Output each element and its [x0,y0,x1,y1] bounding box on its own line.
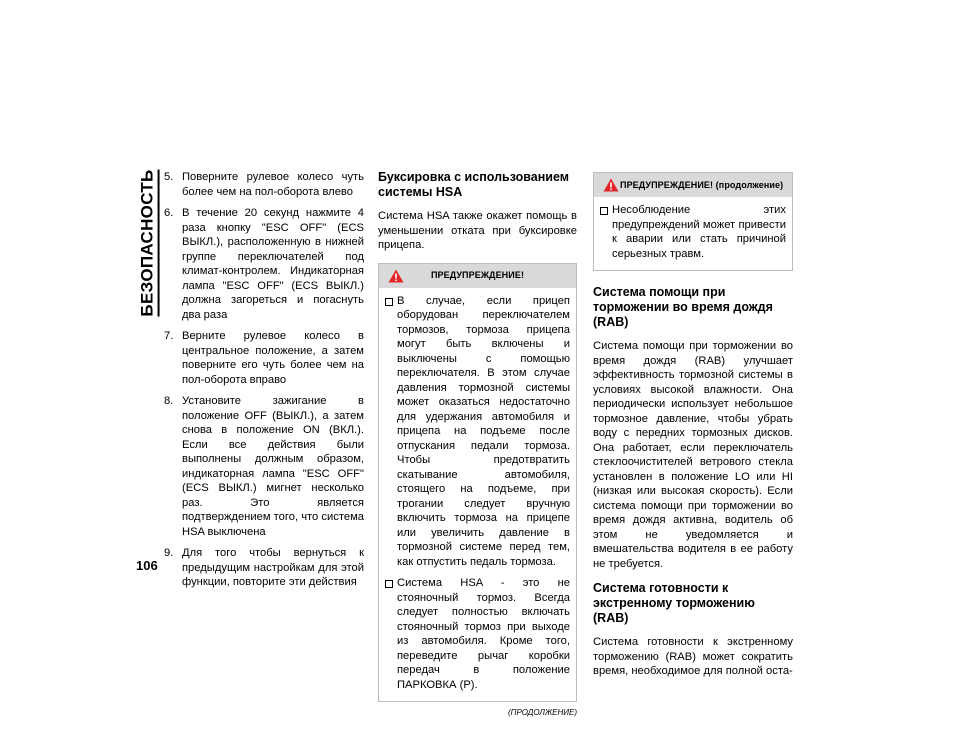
towing-heading: Буксировка с использованием системы HSA [378,170,569,199]
warning-box [378,263,577,703]
step-text: Для того чтобы вернуться к предыдущим настройкам для этой функции, повторите эти действия [182,547,364,588]
warning-box-continued [593,172,793,271]
warning-text: Несоблюдение этих предупреждений может привести к аварии или стать причиной серьезных травм. [612,204,786,260]
continued-label: (ПРОДОЛЖЕНИЕ) [508,708,577,717]
warning-text: Система HSA - это не стояночный тормоз. Всегда следует полностью включать стояночный тормоз при выходе из автомобиля. Кроме того, переведите рычаг коробки передач в положение ПАРКОВКА (P). [397,577,570,691]
list-item [162,206,364,322]
warning-body [379,288,576,702]
column-1 [162,170,364,597]
step-text: Верните рулевое колесо в центральное положение, а затем поверните его чуть более чем на пол-оборота вправо [182,330,364,386]
step-number: 7. [164,330,174,342]
reb-heading: Система готовности к экстренному торможению (RAB) [593,581,755,625]
column-2 [378,170,577,721]
warning-header [594,173,792,197]
checkbox-bullet-icon [600,207,608,215]
list-item [162,394,364,539]
rab-text: Система помощи при торможении во время дождя (RAB) улучшает эффективность тормозной системы в условиях высокой влажности. Она периодически использует небольшое тормозное давление, чтобы убрать воду с передних тормозных дисков. Она работает, если переключатель стеклоочистителей ветрового стекла установлен в положение LO или HI (низкая или высокая скорость). Если система помощи при торможении во время дождя активна, водитель об этом не уведомляется и вмешательства водителя в ее работу не требуется. [593,340,793,570]
warning-title: ПРЕДУПРЕЖДЕНИЕ! [430,270,525,281]
list-item [600,203,786,261]
page-number: 106 [136,558,158,573]
step-number: 8. [164,395,174,407]
checkbox-bullet-icon [385,580,393,588]
list-item [162,546,364,590]
warning-header [379,264,576,288]
checkbox-bullet-icon [385,298,393,306]
warning-body [594,197,792,270]
step-number: 6. [164,207,174,219]
step-number: 5. [164,171,174,183]
warning-triangle-icon [603,178,619,192]
step-text: Установите зажигание в положение OFF (ВЫКЛ.), а затем снова в положение ON (ВКЛ.). Если все действия были выполнены должным образом, индикаторная лампа "ESC OFF" (ECS ВЫКЛ.) мигнет несколько раз. Это является подтверждением того, что система HSA выключена [182,395,364,538]
list-item [162,170,364,199]
reb-text: Система готовности к экстренному торможению (RAB) может сократить время, необходимое для полной оста- [593,636,793,677]
step-text: В течение 20 секунд нажмите 4 раза кнопку "ESC OFF" (ECS ВЫКЛ.), расположенную в нижней группе переключателей под климат-контролем. Индикаторная лампа "ESC OFF" (ECS ВЫКЛ.) должна загореться и погаснуть два раза [182,207,364,321]
step-number: 9. [164,547,174,559]
steps-list [162,170,364,590]
warning-text: В случае, если прицеп оборудован переключателем тормозов, тормоза прицепа могут быть включены и выключены с помощью переключателя. В этом случае давления тормозной системы может оказаться недостаточно для удержания автомобиля и прицепа на подъеме после отпускания педали тормоза. Чтобы предотвратить скатывание автомобиля, стоящего на подъеме, при трогании следует вручную включить тормоза на прицепе или увеличить давление в тормозной системе перед тем, как отпустить педаль тормоза. [397,294,570,568]
warning-triangle-icon [388,269,404,283]
list-item [385,294,570,570]
list-item [162,329,364,387]
towing-intro: Система HSA также окажет помощь в уменьшении отката при буксировке прицепа. [378,210,577,251]
section-tab: БЕЗОПАСНОСТЬ [138,178,160,308]
column-3 [593,170,793,689]
rab-heading: Система помощи при торможении во время дождя (RAB) [593,285,773,329]
warning-title: ПРЕДУПРЕЖДЕНИЕ! (продолжение) [620,179,784,190]
list-item [385,576,570,692]
step-text: Поверните рулевое колесо чуть более чем на пол-оборота влево [182,171,364,198]
